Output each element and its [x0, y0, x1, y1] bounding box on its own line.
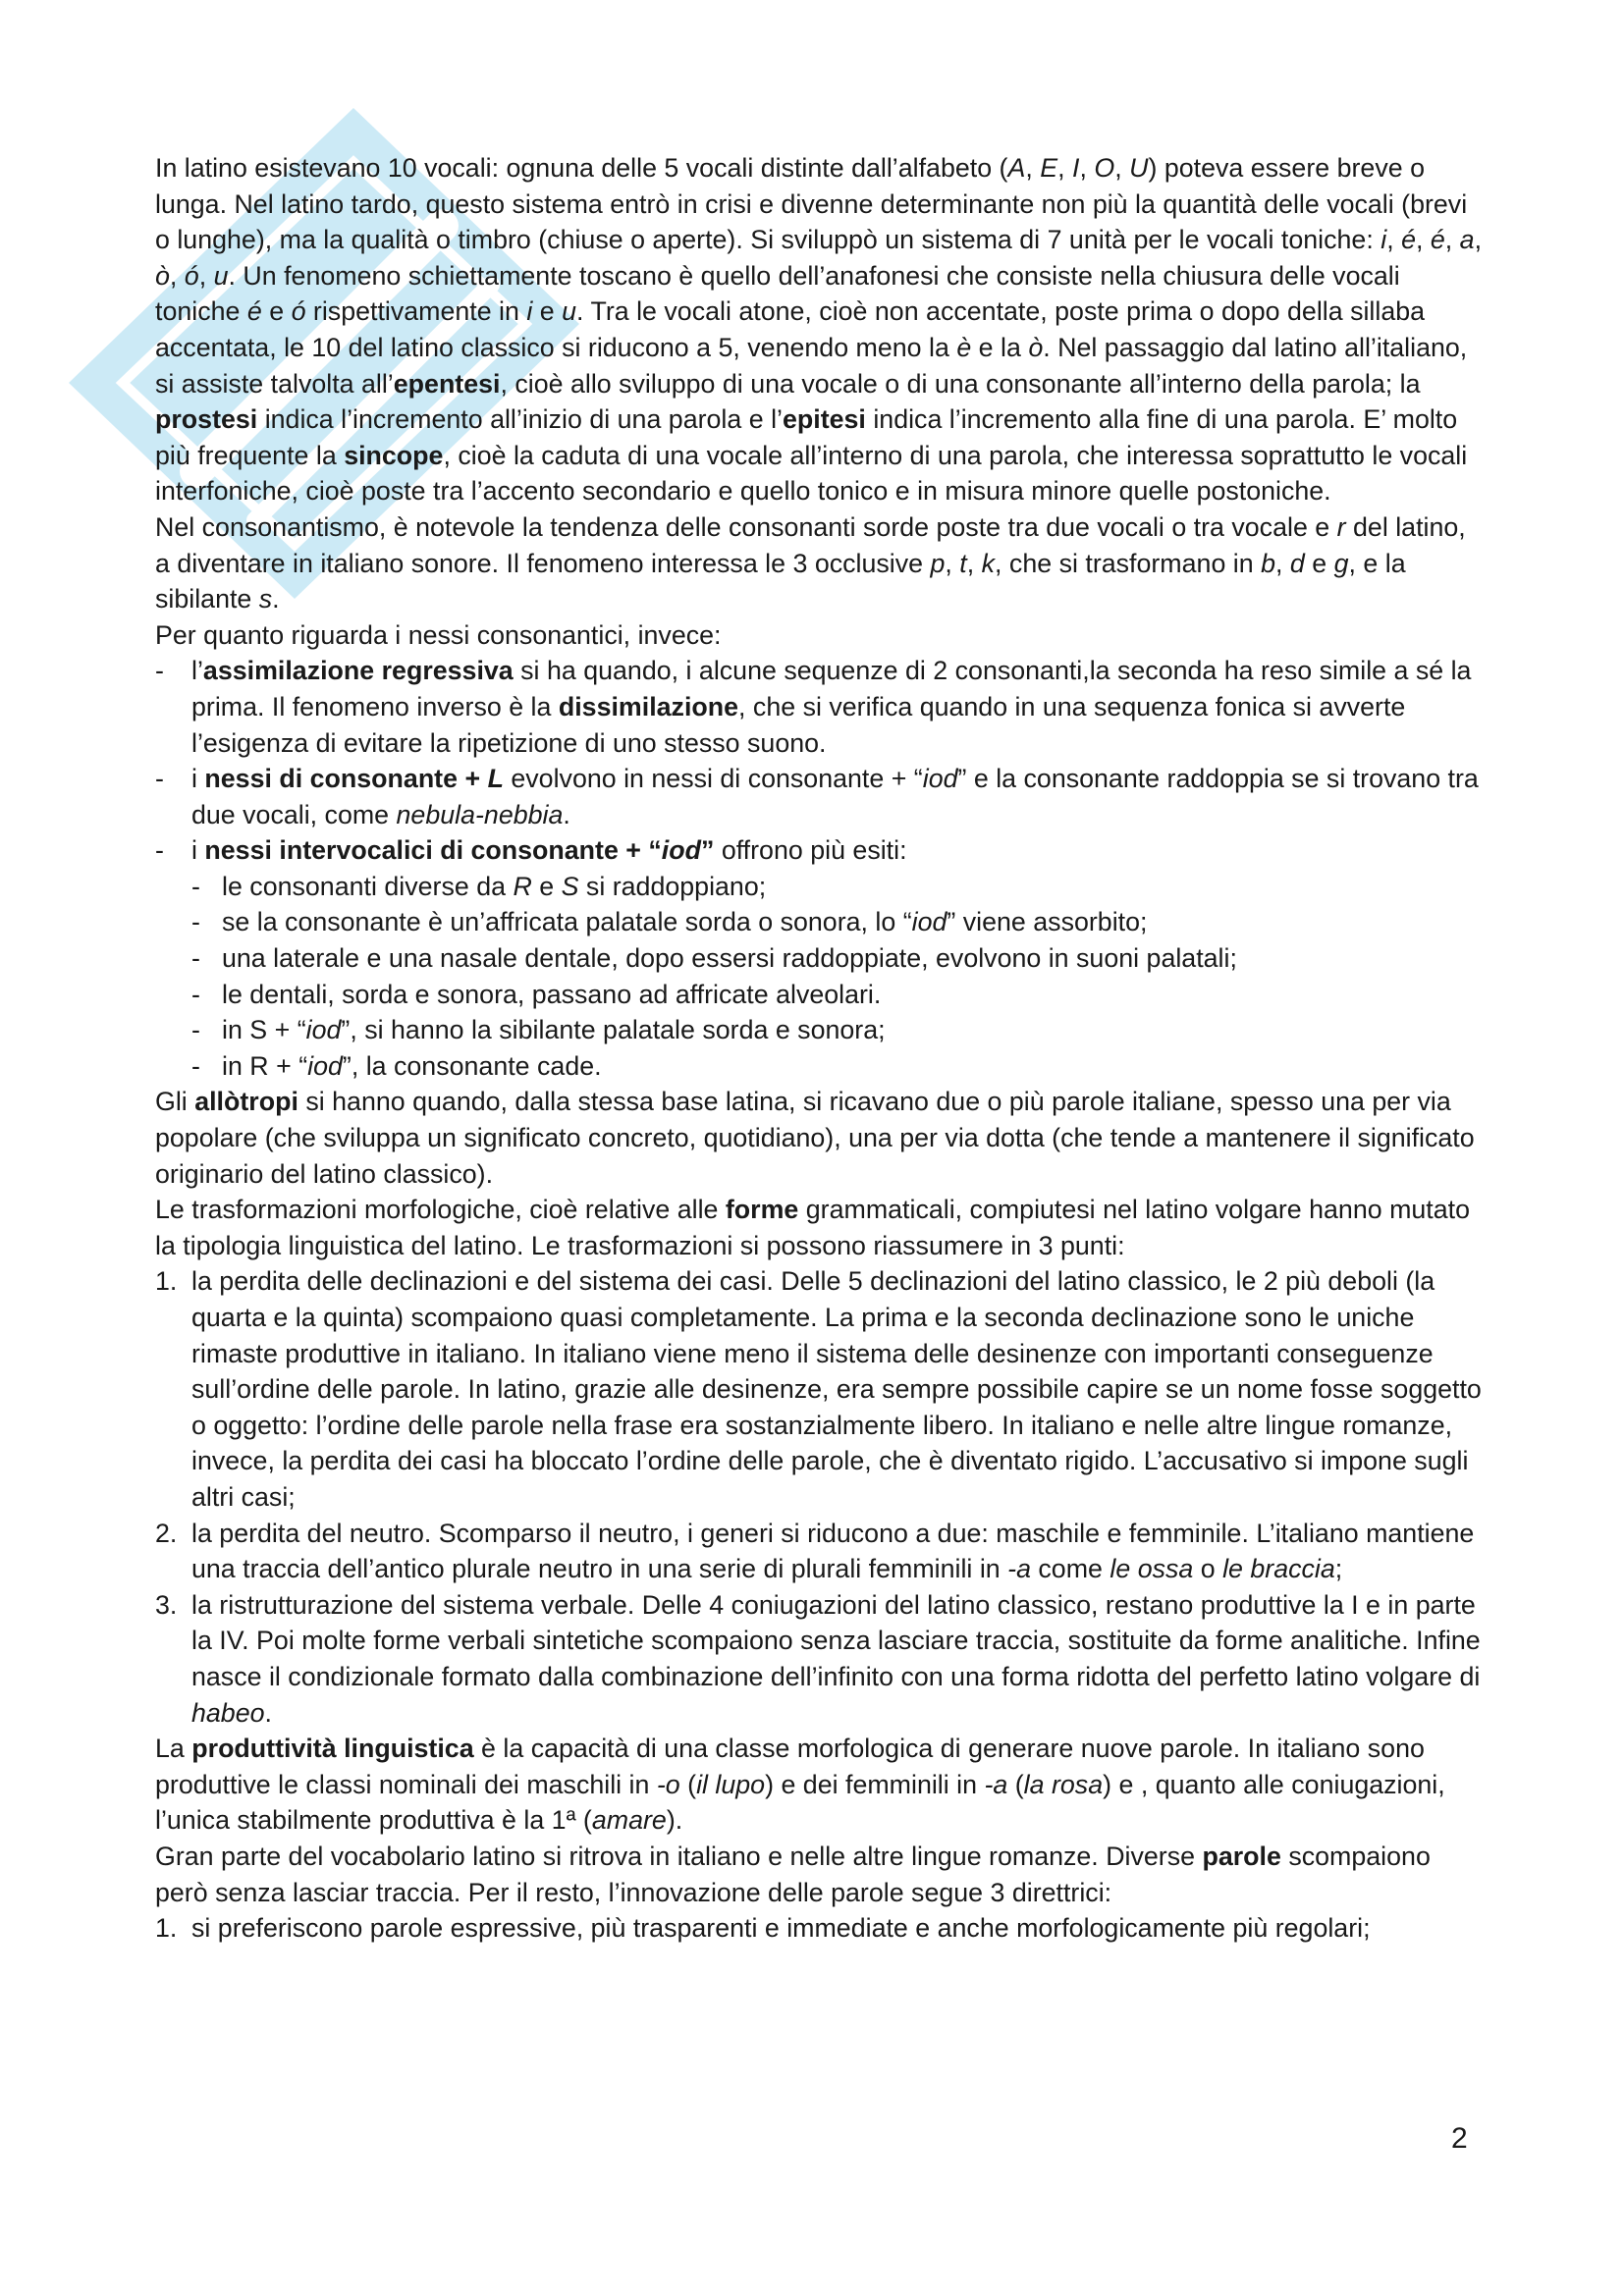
text-run: assimilazione regressiva [202, 656, 514, 686]
text-run: ” e la consonante raddoppia se si trovano tra due vocali, come [191, 764, 1479, 829]
text-run: g [1333, 548, 1349, 578]
text-run: u [213, 260, 229, 291]
text-run: la rosa [1023, 1769, 1104, 1799]
text-run: , che si verifica quando in una sequenza fonica si avverte l’esigenza di evitare la ripetizione di uno stesso suono. [191, 691, 1406, 758]
text-run: , [1444, 225, 1460, 255]
sub-list-item [155, 977, 1483, 1013]
text-run: epitesi [782, 404, 866, 435]
text-run: , [198, 260, 214, 291]
text-run: S [561, 871, 579, 901]
text-run: ) e , quanto alle coniugazioni, l’unica stabilmente produttiva è la 1ª ( [155, 1769, 1445, 1836]
text-run: o [1193, 1554, 1223, 1584]
text-run: ). [666, 1805, 683, 1836]
text-run: il lupo [696, 1769, 766, 1799]
text-run: k [981, 548, 996, 578]
morfologia-list [155, 1263, 1483, 1731]
text-run: iod [307, 1050, 343, 1081]
text-run: é [1430, 225, 1445, 255]
text-run: , [945, 548, 960, 578]
list-item [155, 832, 1483, 869]
text-run: s [258, 584, 273, 614]
text-run: ó [184, 260, 199, 291]
text-run: Gran parte del vocabolario latino si ritrova in italiano e nelle altre lingue romanze. Diverse [155, 1841, 1203, 1871]
list-item [155, 1263, 1483, 1515]
list-number: 1. [155, 1913, 178, 1944]
text-run: ò [1028, 332, 1044, 362]
text-run: -o [656, 1769, 680, 1799]
direttrici-list [155, 1910, 1483, 1947]
text-run: rispettivamente in [305, 296, 527, 327]
text-run: . [563, 799, 570, 829]
text-run: i [191, 764, 205, 794]
text-run: la perdita del neutro. Scomparso il neutro, i generi si riducono a due: maschile e femminile. L’italiano mantiene una traccia dell’antico plurale neutro in una serie di plurali femminili in [191, 1518, 1475, 1584]
text-run: , [1386, 225, 1402, 255]
text-run: e la [971, 332, 1029, 362]
text-run: parole [1202, 1841, 1281, 1871]
text-run: ) poteva essere breve o lunga. Nel latino tardo, questo sistema entrò in crisi e divenne determinante non più la quantità delle vocali (brevi o lunghe), ma la qualità o timbro (chiuse o aperte). Si sviluppò un sistema di 7 unità per le vocali toniche: [155, 153, 1468, 255]
text-run: e [261, 296, 292, 327]
text-run: é [1401, 225, 1416, 255]
text-run: . Nel passaggio dal latino all’italiano, si assiste talvolta all’ [155, 332, 1468, 399]
text-run: O [1094, 153, 1115, 183]
text-run: Per quanto riguarda i nessi consonantici, invece: [155, 619, 722, 650]
paragraph-lessico-intro [155, 1839, 1483, 1910]
text-run: , cioè allo sviluppo di una vocale o di una consonante all’interno della parola; la [500, 368, 1421, 399]
text-run: offrono più esiti: [714, 835, 907, 866]
text-run: la perdita delle declinazioni e del sistema dei casi. Delle 5 declinazioni del latino classico, le 2 più deboli (la quarta e la quinta) scompaiono quasi completamente. La prima e la seconda declinazione sono le uniche rimaste produttive in italiano. In italiano viene meno il sistema delle desinenze con importanti conseguenze sull’ordine delle parole. In latino, grazie alle desinenze, era sempre possibile capire se un nome fosse soggetto o oggetto: l’ordine delle parole nella frase era sostanzialmente libero. In italiano e nelle altre lingue romanze, invece, la perdita dei casi ha bloccato l’ordine delle parole, che è diventato rigido. L’accusativo si impone sugli altri casi; [191, 1266, 1482, 1512]
paragraph-morfologia-intro [155, 1192, 1483, 1263]
text-run: Le trasformazioni morfologiche, cioè relative alle [155, 1195, 726, 1225]
text-run: , che si trasformano in [995, 548, 1262, 578]
text-run: le ossa [1110, 1554, 1194, 1584]
text-run: ó [291, 296, 306, 327]
text-run: ” [700, 835, 715, 866]
text-run: , [169, 260, 185, 291]
text-run: I [1072, 153, 1080, 183]
text-run: ( [679, 1769, 697, 1799]
text-run: Gli [155, 1087, 195, 1117]
text-run: ò [155, 260, 170, 291]
text-run: epentesi [393, 368, 501, 399]
text-run: si raddoppiano; [578, 871, 767, 901]
text-run: è [956, 332, 972, 362]
text-run: , [1057, 153, 1073, 183]
text-run: b [1261, 548, 1275, 578]
text-run: p [930, 548, 946, 578]
text-run: nebula-nebbia [396, 799, 564, 829]
paragraph-produttivita [155, 1731, 1483, 1839]
text-run: ; [1334, 1554, 1343, 1584]
text-run: L [487, 764, 504, 794]
list-item [155, 1516, 1483, 1587]
text-run: nessi intervocalici di consonante + “ [204, 835, 662, 866]
text-run: nessi di consonante + [204, 764, 488, 794]
text-run: iod [661, 835, 701, 866]
text-run: allòtropi [194, 1087, 298, 1117]
text-run: , [1415, 225, 1431, 255]
list-item [155, 653, 1483, 761]
document-page [155, 150, 1483, 1947]
text-run: indica l’incremento all’inizio di una parola e l’ [257, 404, 783, 435]
text-run: , e la sibilante [155, 548, 1406, 614]
text-run: a [1459, 225, 1475, 255]
text-run: si preferiscono parole espressive, più trasparenti e immediate e anche morfologicamente più regolari; [191, 1913, 1371, 1944]
text-run: , [1079, 153, 1095, 183]
text-run: é [246, 296, 262, 327]
text-run: una laterale e una nasale dentale, dopo essersi raddoppiate, evolvono in suoni palatali; [222, 943, 1237, 974]
text-run: ”, la consonante cade. [342, 1050, 602, 1081]
text-run: è la capacità di una classe morfologica di generare nuove parole. In italiano sono produttive le classi nominali dei maschili in [155, 1734, 1425, 1799]
text-run: R [513, 871, 532, 901]
text-run: , [1275, 548, 1290, 578]
paragraph-allotropi [155, 1084, 1483, 1192]
text-run: amare [591, 1805, 667, 1836]
text-run: , [1025, 153, 1041, 183]
text-run: -a [984, 1769, 1008, 1799]
sub-list-item [155, 1048, 1483, 1085]
text-run: i [1380, 225, 1387, 255]
text-run: evolvono in nessi di consonante + “ [503, 764, 923, 794]
text-run: t [959, 548, 967, 578]
sub-list-item [155, 940, 1483, 977]
text-run: d [1289, 548, 1305, 578]
text-run: la ristrutturazione del sistema verbale. Delle 4 coniugazioni del latino classico, restano produttive la I e in parte la IV. Poi molte forme verbali sintetiche scompaiono senza lasciare traccia, sostituite da forme analitiche. Infine nasce il condizionale formato dalla combinazione dell’infinito con una forma ridotta del perfetto latino volgare di [191, 1589, 1481, 1691]
text-run: come [1030, 1554, 1110, 1584]
text-run: U [1129, 153, 1149, 183]
text-run: . [272, 584, 280, 614]
list-item [155, 1587, 1483, 1731]
text-run: r [1336, 511, 1346, 542]
text-run: produttività linguistica [191, 1734, 474, 1764]
text-run: . [264, 1697, 272, 1728]
text-run: u [562, 296, 577, 327]
text-run: . Tra le vocali atone, cioè non accentate, poste prima o dopo della sillaba accentata, le 10 del latino classico si riducono a 5, venendo meno la [155, 296, 1426, 362]
sub-list [155, 869, 1483, 1085]
list-item [155, 761, 1483, 832]
paragraph-consonantismo [155, 509, 1483, 617]
text-run: in R + “ [222, 1050, 308, 1081]
text-run: , [966, 548, 982, 578]
text-run: iod [305, 1015, 342, 1045]
text-run: ( [1007, 1769, 1024, 1799]
sub-list-item [155, 904, 1483, 940]
text-run: si ha quando, i alcune sequenze di 2 consonanti,la seconda ha reso simile a sé la prima. Il fenomeno inverso è la [191, 656, 1472, 721]
text-run: ) e dei femminili in [765, 1769, 985, 1799]
text-run: sincope [344, 440, 444, 470]
text-run: A [1007, 153, 1026, 183]
page-number: 2 [1451, 2122, 1468, 2155]
sub-list-item [155, 869, 1483, 905]
text-run: habeo [191, 1697, 265, 1728]
text-run: se la consonante è un’affricata palatale sorda o sonora, lo “ [222, 907, 912, 937]
nessi-list [155, 653, 1483, 1084]
text-run: si hanno quando, dalla stessa base latina, si ricavano due o più parole italiane, spesso una per via popolare (che sviluppa un significato concreto, quotidiano), una per via dotta (che tende a mantenere il significato originario del latino classico). [155, 1087, 1475, 1189]
text-run: . Un fenomeno schiettamente toscano è quello dell’anafonesi che consiste nella chiusura delle vocali toniche [155, 260, 1400, 327]
list-number: 2. [155, 1518, 178, 1548]
text-run: E [1040, 153, 1058, 183]
text-run: e [1304, 548, 1334, 578]
text-run: La [155, 1734, 192, 1764]
text-run: scompaiono però senza lasciar traccia. Per il resto, l’innovazione delle parole segue 3 direttrici: [155, 1841, 1431, 1907]
text-run: le dentali, sorda e sonora, passano ad affricate alveolari. [222, 979, 882, 1009]
text-run: ” viene assorbito; [947, 907, 1148, 937]
text-run: iod [922, 764, 958, 794]
text-run: forme [725, 1195, 799, 1225]
text-run: grammaticali, compiutesi nel latino volgare hanno mutato la tipologia linguistica del latino. Le trasformazioni si possono riassumere in 3 punti: [155, 1195, 1471, 1260]
text-run: del latino, a diventare in italiano sonore. Il fenomeno interessa le 3 occlusive [155, 511, 1466, 578]
text-run: iod [911, 907, 947, 937]
paragraph-nessi-intro [155, 617, 1483, 654]
list-number: 1. [155, 1266, 178, 1297]
paragraph-vocalismo [155, 150, 1483, 509]
text-run: i [191, 835, 205, 866]
text-run: e [532, 296, 563, 327]
text-run: indica l’incremento alla fine di una parola. E’ molto più frequente la [155, 404, 1458, 470]
text-run: ”, si hanno la sibilante palatale sorda e sonora; [341, 1015, 886, 1045]
text-run: in S + “ [222, 1015, 306, 1045]
text-run: dissimilazione [558, 691, 739, 721]
text-run: In latino esistevano 10 vocali: ognuna delle 5 vocali distinte dall’alfabeto ( [155, 153, 1008, 183]
text-run: Nel consonantismo, è notevole la tendenza delle consonanti sorde poste tra due vocali o tra vocale e [155, 511, 1337, 542]
sub-list-item [155, 1012, 1483, 1048]
text-run: -a [1007, 1554, 1031, 1584]
text-run: e [531, 871, 562, 901]
text-run: i [526, 296, 533, 327]
list-item [155, 1910, 1483, 1947]
text-run: le braccia [1222, 1554, 1335, 1584]
text-run: , cioè la caduta di una vocale all’interno di una parola, che interessa soprattutto le vocali interfoniche, cioè poste tra l’accento secondario e quello tonico e in misura minore quelle postoniche. [155, 440, 1468, 507]
text-run: prostesi [155, 404, 258, 435]
text-run: le consonanti diverse da [222, 871, 514, 901]
list-number: 3. [155, 1589, 178, 1620]
text-run: , [1474, 225, 1483, 255]
text-run: , [1114, 153, 1130, 183]
text-run: l’ [191, 656, 203, 686]
